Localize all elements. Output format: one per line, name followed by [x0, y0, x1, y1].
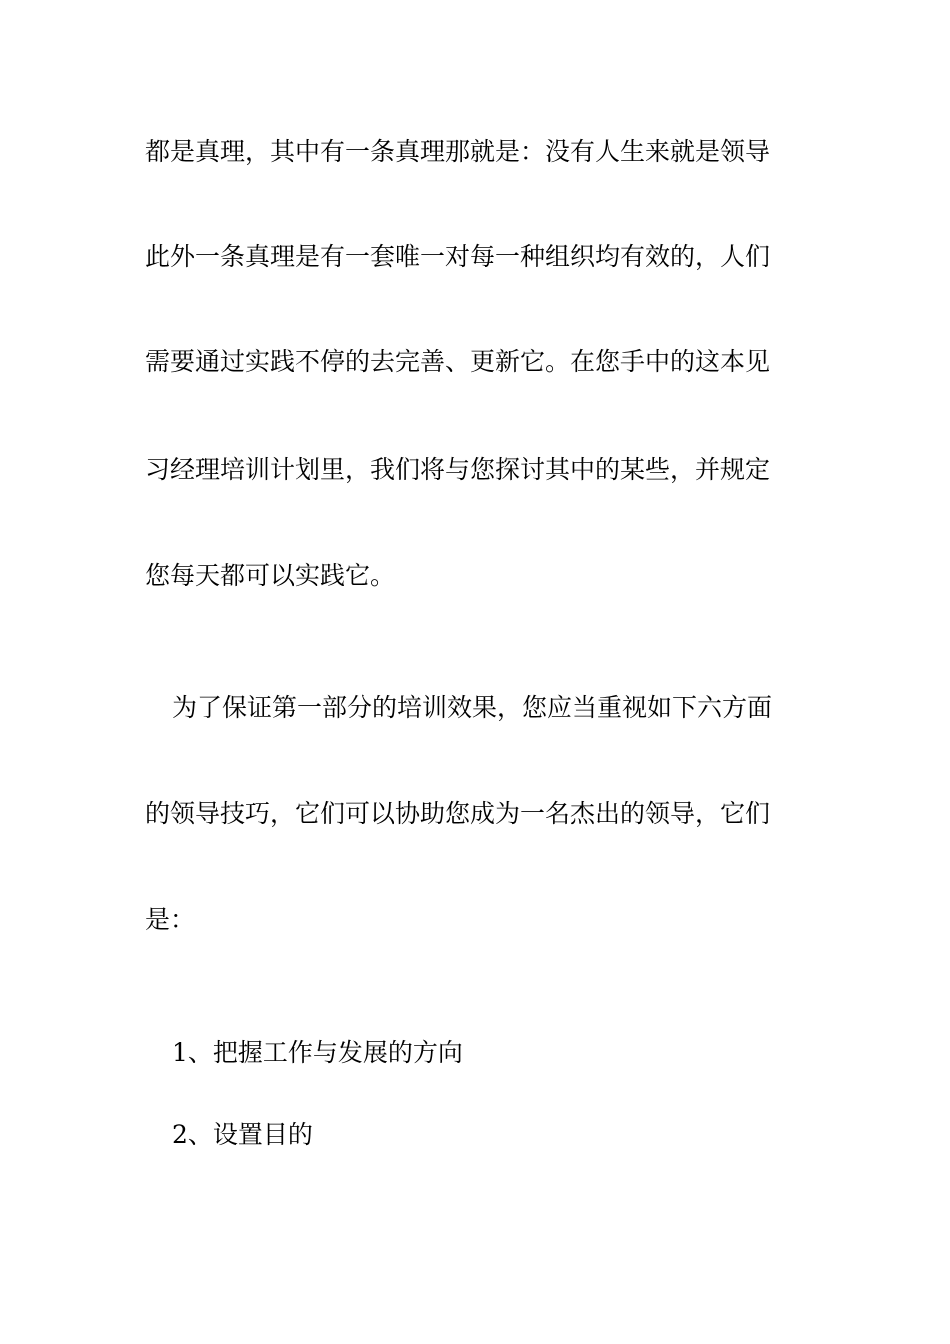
paragraph-2-line-1: 为了保证第一部分的培训效果，您应当重视如下六方面	[172, 693, 773, 722]
paragraph-2-line-2: 的领导技巧，它们可以协助您成为一名杰出的领导，它们	[145, 799, 771, 828]
paragraph-1-line-4: 习经理培训计划里，我们将与您探讨其中的某些，并规定	[145, 455, 771, 484]
paragraph-1-line-3: 需要通过实践不停的去完善、更新它。在您手中的这本见	[145, 347, 771, 376]
paragraph-1-line-5: 您每天都可以实践它。	[145, 561, 396, 590]
paragraph-1-line-2: 此外一条真理是有一套唯一对每一种组织均有效的，人们	[145, 242, 771, 271]
paragraph-1-line-1: 都是真理，其中有一条真理那就是：没有人生来就是领导	[145, 137, 771, 166]
list-item: 1、把握工作与发展的方向	[172, 1038, 463, 1067]
list-item: 2、设置目的	[172, 1120, 313, 1149]
paragraph-2-line-3: 是：	[145, 905, 196, 934]
